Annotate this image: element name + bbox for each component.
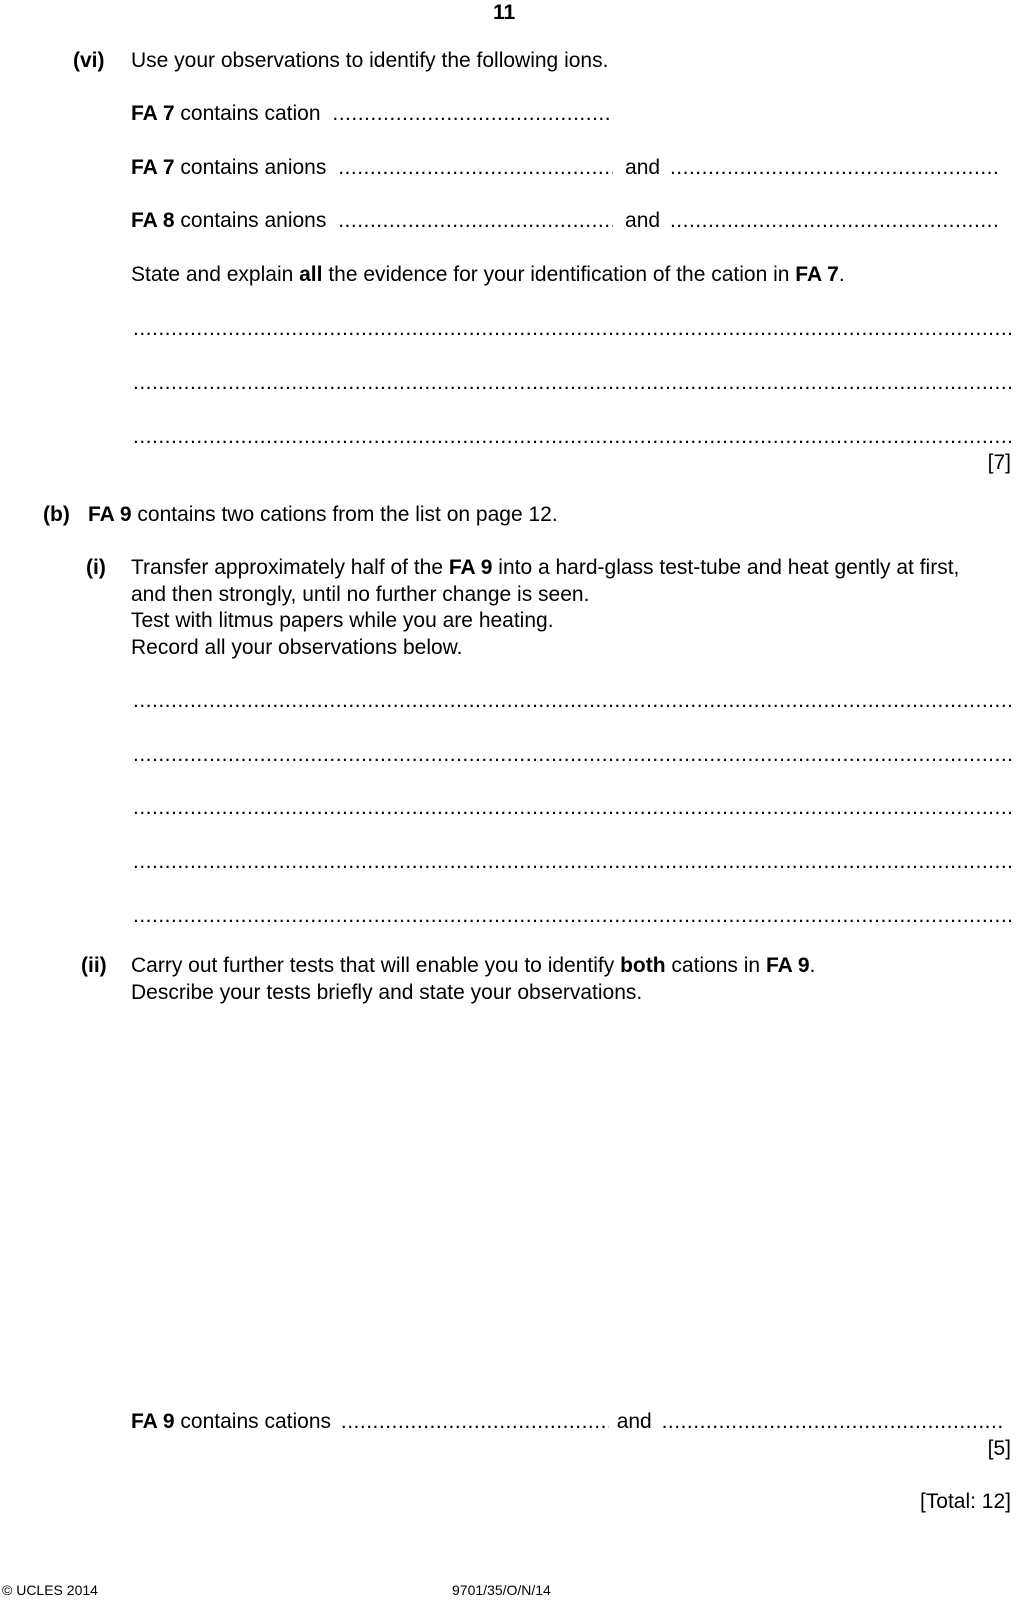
fa9-code: FA 9 — [765, 954, 810, 977]
fa8-anions-line — [131, 208, 1011, 234]
bi-line-4: Record all your observations below. — [131, 636, 463, 659]
answer-line[interactable] — [133, 742, 1011, 768]
vi-intro: Use your observations to identify the following ions. — [131, 49, 609, 72]
answer-line[interactable] — [133, 316, 1011, 342]
and-word: and — [625, 156, 661, 179]
page-number: 11 — [493, 1, 516, 24]
fa8-code: FA 8 — [131, 209, 175, 232]
fa7-cation-answer-line[interactable] — [332, 101, 612, 127]
copyright: © UCLES 2014 — [2, 1582, 98, 1598]
bii-text: . — [809, 954, 816, 977]
answer-line[interactable] — [133, 370, 1011, 396]
and-word: and — [616, 1410, 652, 1433]
marks-ii: [5] — [987, 1437, 1011, 1460]
fa9-cations-line — [131, 1409, 1011, 1435]
answer-line[interactable] — [133, 903, 1011, 929]
bii-line-1 — [131, 953, 815, 979]
question-label-b: (b) — [43, 503, 70, 526]
bi-line-2: and then strongly, until no further change is seen. — [131, 583, 590, 606]
fa9-code: FA 9 — [448, 556, 493, 579]
answer-line[interactable] — [133, 424, 1011, 450]
fa9-cation-1-answer-line[interactable] — [341, 1409, 609, 1435]
fa7-code: FA 7 — [131, 156, 175, 179]
question-label-i: (i) — [86, 556, 106, 579]
fa7-cation-line — [131, 101, 612, 127]
explain-emphasis: all — [299, 263, 323, 286]
question-label-ii: (ii) — [81, 954, 107, 977]
fa7-anion-2-answer-line[interactable] — [670, 155, 1000, 181]
bi-line-3: Test with litmus papers while you are heating. — [131, 609, 554, 632]
explain-instruction — [131, 262, 845, 288]
bii-text: Carry out further tests that will enable you to identify — [131, 954, 621, 977]
bii-emphasis: both — [620, 954, 666, 977]
fa7-code: FA 7 — [795, 263, 839, 286]
fa9-code: FA 9 — [88, 503, 132, 526]
fa8-anion-1-answer-line[interactable] — [338, 208, 613, 234]
question-label-vi: (vi) — [73, 49, 105, 72]
marks-vi: [7] — [987, 451, 1011, 474]
answer-line[interactable] — [133, 795, 1011, 821]
bi-line-1 — [131, 555, 959, 581]
bii-text: cations in — [665, 954, 766, 977]
answer-line[interactable] — [133, 849, 1011, 875]
fa9-code: FA 9 — [131, 1410, 175, 1433]
fa8-anion-2-answer-line[interactable] — [670, 208, 1000, 234]
explain-text: the evidence for your identification of the cation in — [322, 263, 796, 286]
fa7-anions-label: contains anions — [174, 156, 327, 179]
fa9-cations-label: contains cations — [174, 1410, 332, 1433]
fa8-anions-label: contains anions — [174, 209, 327, 232]
answer-line[interactable] — [133, 688, 1011, 714]
fa7-code: FA 7 — [131, 102, 175, 125]
bii-line-2: Describe your tests briefly and state your observations. — [131, 981, 643, 1004]
paper-code: 9701/35/O/N/14 — [452, 1582, 551, 1598]
b-intro-text: contains two cations from the list on page 12. — [131, 503, 558, 526]
fa7-cation-label: contains cation — [174, 102, 321, 125]
explain-text: . — [838, 263, 845, 286]
fa9-cation-2-answer-line[interactable] — [662, 1409, 1004, 1435]
explain-text: State and explain — [131, 263, 300, 286]
b-intro — [88, 502, 558, 528]
total-marks: [Total: 12] — [919, 1490, 1011, 1513]
fa7-anion-1-answer-line[interactable] — [338, 155, 613, 181]
and-word: and — [625, 209, 661, 232]
bi-text: Transfer approximately half of the — [131, 556, 449, 579]
bi-text: into a hard-glass test-tube and heat gently at first, — [492, 556, 960, 579]
fa7-anions-line — [131, 155, 1011, 181]
answer-space[interactable] — [131, 1000, 1011, 1400]
